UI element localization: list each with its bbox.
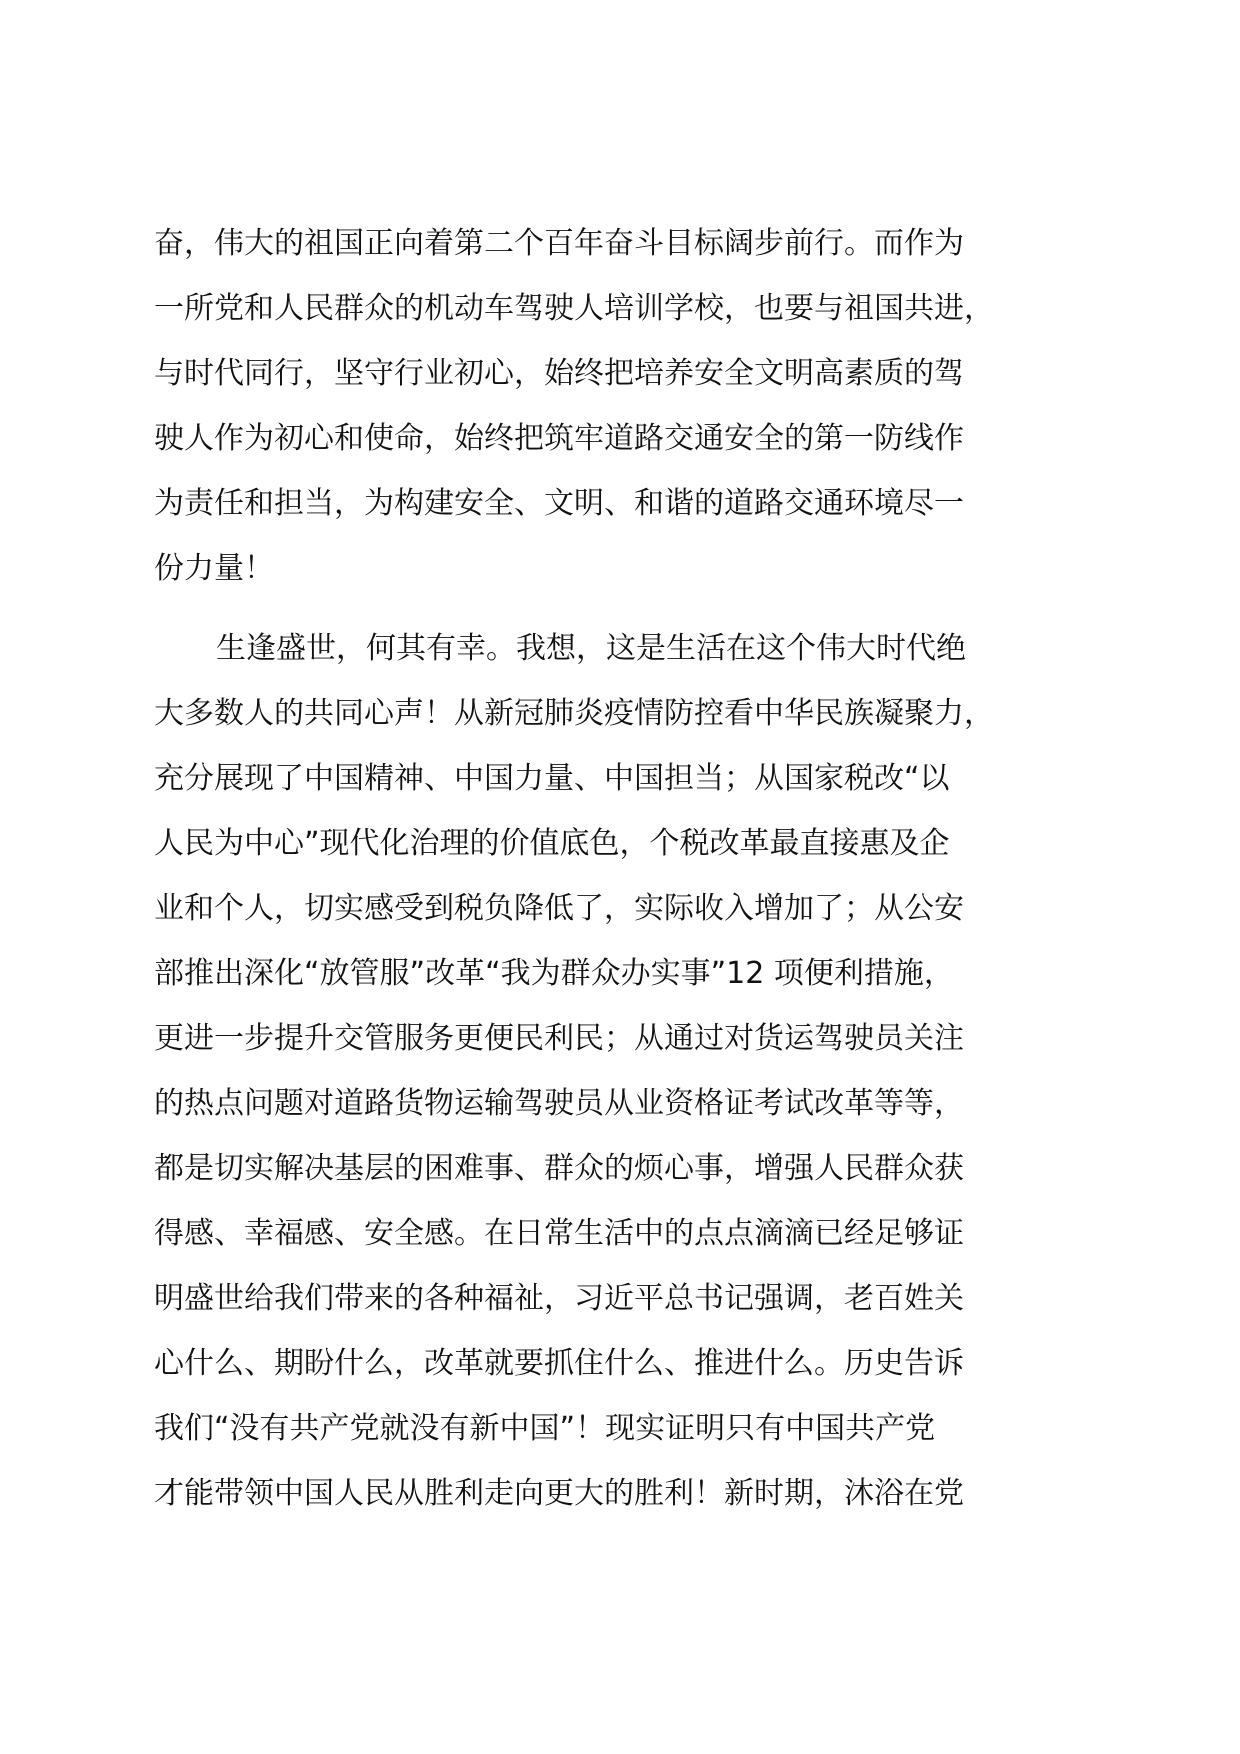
paragraph-1-line-5: 为责任和担当，为构建安全、文明、和谐的道路交通环境尽一 [154, 486, 964, 521]
paragraph-2-line-14: 才能带领中国人民从胜利走向更大的胜利！新时期，沐浴在党 [154, 1476, 964, 1511]
paragraph-1-line-6: 份力量！ [154, 551, 274, 586]
paragraph-1-line-1: 奋，伟大的祖国正向着第二个百年奋斗目标阔步前行。而作为 [154, 226, 964, 261]
paragraph-1-line-3: 与时代同行，坚守行业初心，始终把培养安全文明高素质的驾 [154, 356, 964, 391]
paragraph-2-line-5: 业和个人，切实感受到税负降低了，实际收入增加了；从公安 [154, 891, 964, 926]
paragraph-2-line-12: 心什么、期盼什么，改革就要抓住什么、推进什么。历史告诉 [154, 1346, 964, 1381]
paragraph-2-line-9: 都是切实解决基层的困难事、群众的烦心事，增强人民群众获 [154, 1151, 964, 1186]
paragraph-2-line-4: 人民为中心”现代化治理的价值底色，个税改革最直接惠及企 [154, 826, 950, 861]
paragraph-2-line-11: 明盛世给我们带来的各种福祉，习近平总书记强调，老百姓关 [154, 1281, 964, 1316]
paragraph-2-line-7: 更进一步提升交管服务更便民利民；从通过对货运驾驶员关注 [154, 1021, 964, 1056]
paragraph-2-line-1: 生逢盛世，何其有幸。我想，这是生活在这个伟大时代绝 [216, 631, 966, 666]
paragraph-2-line-13: 我们“没有共产党就没有新中国”！现实证明只有中国共产党 [154, 1411, 936, 1446]
paragraph-2-line-2: 大多数人的共同心声！从新冠肺炎疫情防控看中华民族凝聚力， [154, 696, 994, 731]
paragraph-2-line-6: 部推出深化“放管服”改革“我为群众办实事”12 项便利措施， [154, 956, 954, 991]
paragraph-1-line-2: 一所党和人民群众的机动车驾驶人培训学校，也要与祖国共进， [154, 291, 994, 326]
paragraph-2-line-3: 充分展现了中国精神、中国力量、中国担当；从国家税改“以 [154, 761, 950, 796]
paragraph-2-line-10: 得感、幸福感、安全感。在日常生活中的点点滴滴已经足够证 [154, 1216, 964, 1251]
paragraph-2-line-8: 的热点问题对道路货物运输驾驶员从业资格证考试改革等等， [154, 1086, 964, 1121]
paragraph-1-line-4: 驶人作为初心和使命，始终把筑牢道路交通安全的第一防线作 [154, 421, 964, 456]
